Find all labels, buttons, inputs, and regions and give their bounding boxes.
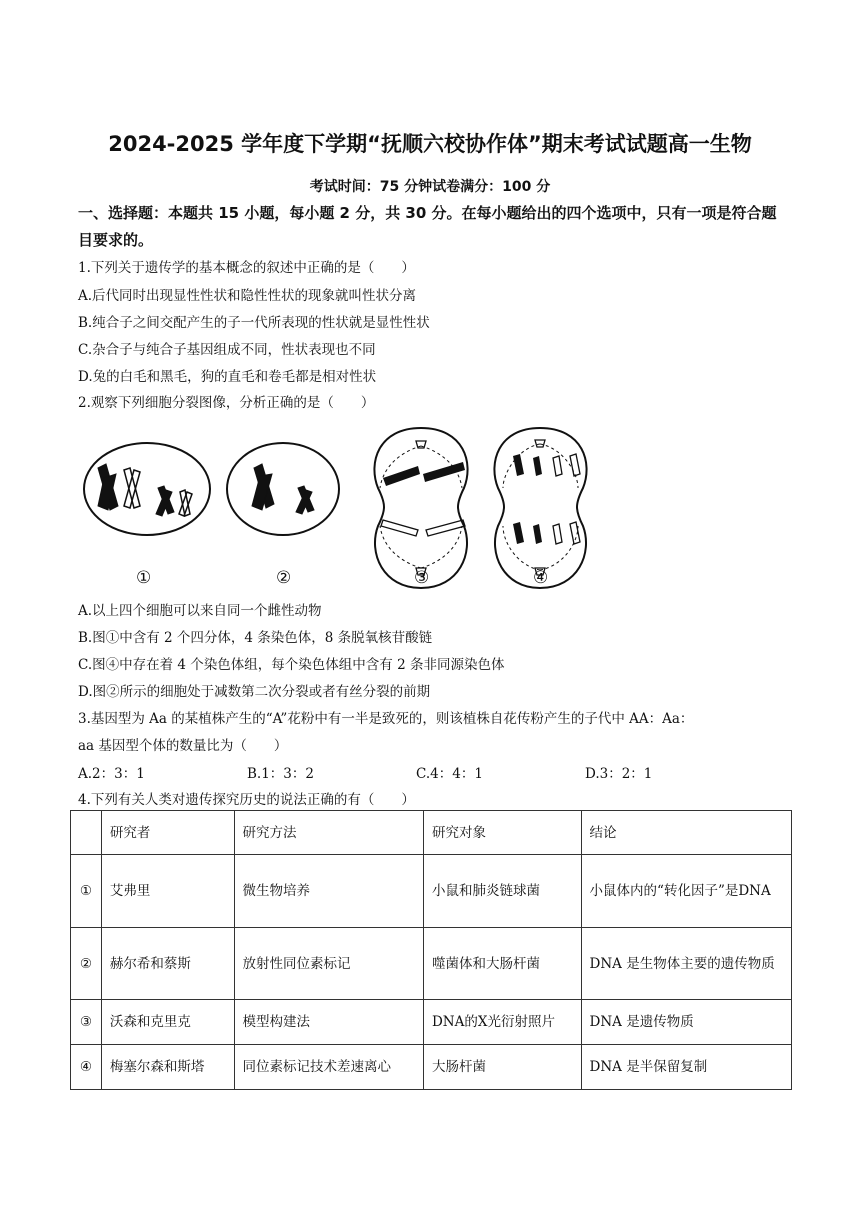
figure-label-2: ② (276, 568, 292, 588)
q2-stem: 2.观察下列细胞分裂图像，分析正确的是（ ） (78, 395, 375, 411)
table-cell: ① (71, 855, 102, 928)
q1-option-d: D.兔的白毛和黑毛，狗的直毛和卷毛都是相对性状 (78, 369, 377, 385)
q1-option-c: C.杂合子与纯合子基因组成不同，性状表现也不同 (78, 342, 376, 358)
table-cell: 微生物培养 (234, 855, 423, 928)
table-cell: 艾弗里 (101, 855, 234, 928)
q3-stem-line1: 3.基因型为 Aa 的某植株产生的“A”花粉中有一半是致死的，则该植株自花传粉产生的子代中 AA：Aa： (78, 711, 694, 727)
q1-option-b: B.纯合子之间交配产生的子一代所表现的性状就是显性性状 (78, 315, 430, 331)
q3-option-a: A.2：3：1 (78, 766, 145, 782)
table-header-cell: 结论 (581, 811, 791, 855)
table-cell: ④ (71, 1045, 102, 1090)
cell-division-drawing (78, 418, 618, 593)
q4-stem: 4.下列有关人类对遗传探究历史的说法正确的有（ ） (78, 792, 415, 808)
table-row (71, 855, 792, 928)
table-header-row (71, 811, 792, 855)
table-cell: DNA 是遗传物质 (581, 1000, 791, 1045)
table-cell: 大肠杆菌 (423, 1045, 581, 1090)
q3-option-b: B.1：3：2 (247, 766, 314, 782)
q1-option-a: A.后代同时出现显性性状和隐性性状的现象就叫性状分离 (78, 288, 417, 304)
table-cell: 沃森和克里克 (101, 1000, 234, 1045)
table-cell: ② (71, 928, 102, 1000)
cell-2-outline (227, 443, 339, 535)
cell-3-outline (374, 428, 467, 588)
exam-title: 2024-2025 学年度下学期“抚顺六校协作体”期末考试试题高一生物 (108, 132, 752, 156)
figure-label-3: ③ (414, 568, 430, 588)
table-row (71, 1000, 792, 1045)
cell-division-figures (78, 418, 618, 593)
table-header-cell: 研究者 (101, 811, 234, 855)
section-heading: 一、选择题：本题共 15 小题，每小题 2 分，共 30 分。在每小题给出的四个选项中，只有一项是符合题目要求的。 (78, 204, 777, 249)
q2-option-c: C.图④中存在着 4 个染色体组，每个染色体组中含有 2 条非同源染色体 (78, 657, 505, 673)
table-cell: 模型构建法 (234, 1000, 423, 1045)
table-cell: 梅塞尔森和斯塔 (101, 1045, 234, 1090)
table-cell: 小鼠体内的“转化因子”是DNA (581, 855, 791, 928)
q2-option-b: B.图①中含有 2 个四分体，4 条染色体，8 条脱氧核苷酸链 (78, 630, 433, 646)
q3-stem-line2: aa 基因型个体的数量比为（ ） (78, 738, 288, 754)
table-cell: 赫尔希和蔡斯 (101, 928, 234, 1000)
table-row (71, 1045, 792, 1090)
table-header-cell: 研究对象 (423, 811, 581, 855)
table-cell: 小鼠和肺炎链球菌 (423, 855, 581, 928)
table-header-cell: 研究方法 (234, 811, 423, 855)
figure-label-4: ④ (533, 568, 549, 588)
history-table (70, 810, 792, 1090)
cell-4-outline (494, 428, 586, 588)
q3-option-d: D.3：2：1 (585, 766, 653, 782)
table-cell: 噬菌体和大肠杆菌 (423, 928, 581, 1000)
table-cell: DNA的X光衍射照片 (423, 1000, 581, 1045)
q1-stem: 1.下列关于遗传学的基本概念的叙述中正确的是（ ） (78, 260, 415, 276)
table-row (71, 928, 792, 1000)
table-cell: DNA 是半保留复制 (581, 1045, 791, 1090)
q3-option-c: C.4：4：1 (416, 766, 483, 782)
table-cell: ③ (71, 1000, 102, 1045)
table-header-cell (71, 811, 102, 855)
q2-option-a: A.以上四个细胞可以来自同一个雌性动物 (78, 603, 322, 619)
table-cell: DNA 是生物体主要的遗传物质 (581, 928, 791, 1000)
table-cell: 同位素标记技术差速离心 (234, 1045, 423, 1090)
table-cell: 放射性同位素标记 (234, 928, 423, 1000)
exam-subtitle: 考试时间：75 分钟试卷满分：100 分 (309, 179, 551, 195)
q2-option-d: D.图②所示的细胞处于减数第二次分裂或者有丝分裂的前期 (78, 684, 431, 700)
figure-label-1: ① (136, 568, 152, 588)
